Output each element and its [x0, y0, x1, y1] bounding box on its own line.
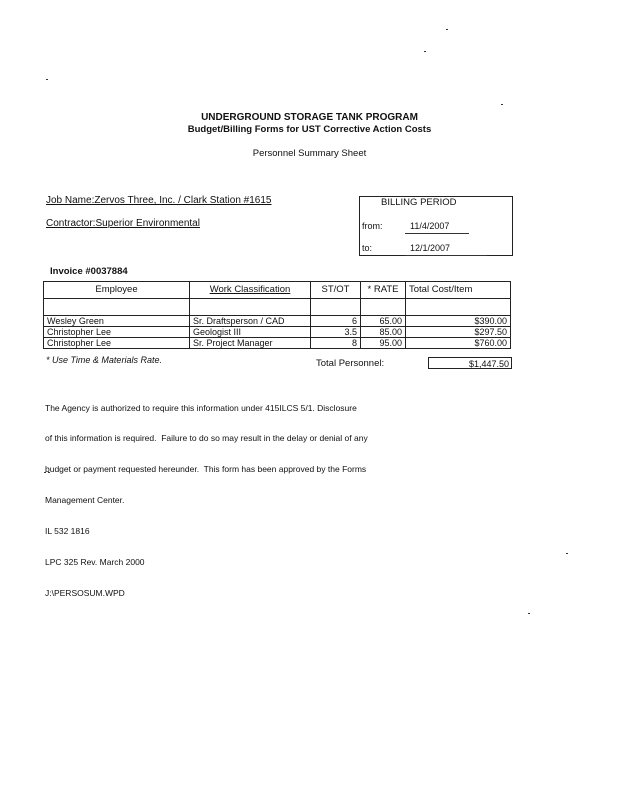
table-header-row [44, 282, 511, 299]
rate-cell: 95.00 [361, 338, 406, 349]
notice-line: budget or payment requested hereunder. This form has been approved by the Forms [45, 464, 367, 475]
form-subtitle: Budget/Billing Forms for UST Corrective Action Costs [187, 124, 432, 135]
total-cell: $760.00 [406, 338, 511, 349]
classification-cell: Sr. Project Manager [190, 338, 311, 349]
table-row [44, 316, 511, 327]
header-employee: Employee [44, 282, 190, 299]
rate-cell: 65.00 [361, 316, 406, 327]
file-path: J:\PERSOSUM.WPD [45, 587, 125, 598]
notice-line: The Agency is authorized to require this information under 415ILCS 5/1. Disclosure [45, 402, 357, 413]
billing-to-underline [405, 255, 487, 256]
total-personnel-label: Total Personnel: [316, 358, 385, 369]
blank-cell [361, 299, 406, 316]
billing-from-label: from: [362, 221, 383, 231]
billing-from-underline [405, 233, 469, 234]
form-number: IL 532 1816 [45, 526, 90, 537]
employee-cell: Christopher Lee [44, 338, 190, 349]
invoice-number: Invoice #0037884 [50, 266, 128, 277]
header-total-cost: Total Cost/Item [406, 282, 511, 299]
blank-cell [44, 299, 190, 316]
billing-to-label: to: [362, 243, 373, 253]
notice-line: Management Center. [45, 495, 125, 506]
form-revision: LPC 325 Rev. March 2000 [45, 557, 145, 568]
st-ot-cell: 6 [311, 316, 361, 327]
billing-to-value: 12/1/2007 [410, 243, 451, 253]
sheet-title: Personnel Summary Sheet [252, 148, 367, 159]
job-name: Job Name:Zervos Three, Inc. / Clark Station #1615 [46, 195, 272, 206]
header-st-ot: ST/OT [311, 282, 361, 299]
total-cell: $390.00 [406, 316, 511, 327]
total-cell: $297.50 [406, 327, 511, 338]
st-ot-cell: 8 [311, 338, 361, 349]
table-blank-row [44, 299, 511, 316]
header-rate: * RATE [361, 282, 406, 299]
notice-line: of this information is required. Failure to do so may result in the delay or denial of any [45, 433, 368, 444]
billing-from-value: 11/4/2007 [410, 221, 450, 231]
blank-cell [406, 299, 511, 316]
rate-cell: 85.00 [361, 327, 406, 338]
classification-cell: Geologist III [190, 327, 311, 338]
header-work-classification: Work Classification [190, 282, 311, 299]
billing-period-title: BILLING PERIOD [381, 197, 457, 208]
blank-cell [311, 299, 361, 316]
total-personnel-value: $1,447.50 [428, 357, 512, 369]
employee-cell: Christopher Lee [44, 327, 190, 338]
table-row [44, 327, 511, 338]
table-row [44, 338, 511, 349]
employee-cell: Wesley Green [44, 316, 190, 327]
classification-cell: Sr. Draftsperson / CAD [190, 316, 311, 327]
legal-notice [45, 382, 368, 609]
personnel-table [43, 281, 511, 349]
rate-footnote: * Use Time & Materials Rate. [46, 355, 162, 365]
program-title: UNDERGROUND STORAGE TANK PROGRAM [201, 112, 418, 123]
st-ot-cell: 3.5 [311, 327, 361, 338]
blank-cell [190, 299, 311, 316]
contractor: Contractor:Superior Environmental [46, 218, 200, 229]
